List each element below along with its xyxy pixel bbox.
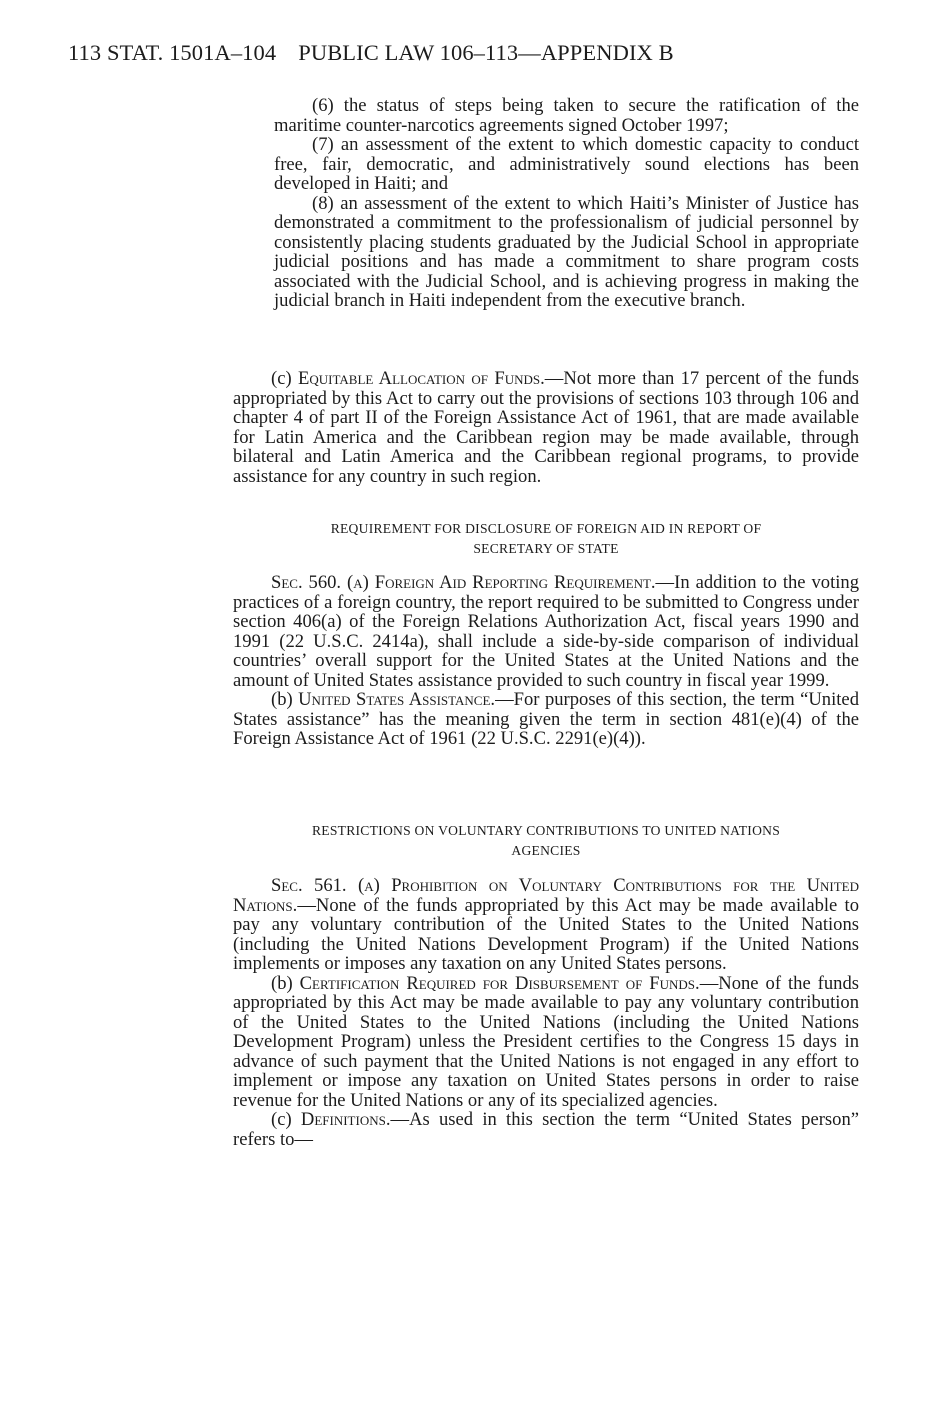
section-560-a [233,573,859,690]
subsection-c-equitable-allocation [233,369,859,486]
list-items-block [274,96,859,311]
section-560-body [233,573,859,749]
section-561-c [233,1110,859,1149]
section-561-a [233,876,859,974]
subsection-caption: Certification Required for Disbursement of Funds. [299,972,700,994]
subsection-label: (c) [271,368,299,389]
subsection-caption: Definitions. [300,1109,391,1130]
subsection-text: —In addition to the voting practices of a foreign country, the report required to be submitted to Congress under section 406(a) of the Foreign Relations Authorization Act, fiscal years 1990 and 1991 (22 U.S.C. 2414a), shall include a side-by-side comparison of individual countries’ overall support for the United States at the United Nations and the amount of United States assistance provided to such country in fiscal year 1999. [233,572,860,691]
section-label: Sec. 561. (a) [271,875,392,896]
running-header [68,40,868,66]
subsection-label: (b) [271,972,300,994]
section-label: Sec. 560. (a) [271,572,375,593]
list-item-6: (6) the status of steps being taken to secure the ratification of the maritime counter-narcotics agreements signed October 1997; [274,95,859,136]
public-law-title: PUBLIC LAW 106–113—APPENDIX B [298,40,674,65]
subsection-caption: Foreign Aid Reporting Requirement. [374,572,656,593]
section-560-b [233,690,859,749]
subsection-caption: Equitable Allocation of Funds. [298,368,545,389]
heading-line: REQUIREMENT FOR DISCLOSURE OF FOREIGN AID IN REPORT OF [330,521,762,536]
section-560-heading [233,519,859,559]
subsection-text: —Not more than 17 percent of the funds appropriated by this Act to carry out the provisions of sections 103 through 106 and chapter 4 of part II of the Foreign Assistance Act of 1961, that are made available for Latin America and the Caribbean region may be made available, through bilateral and Latin America and the Caribbean regional programs, to provide assistance for any country in such region. [233,368,859,487]
list-item-7: (7) an assessment of the extent to which domestic capacity to conduct free, fair, democratic, and administratively sound elections has been developed in Haiti; and [274,134,859,194]
section-561-heading [233,821,859,861]
section-561-body [233,876,859,1149]
heading-line: SECRETARY OF STATE [473,541,619,556]
section-561-b [233,974,859,1111]
subsection-text: —As used in this section the term “United States person” refers to— [233,1109,859,1150]
list-item-8: (8) an assessment of the extent to which Haiti’s Minister of Justice has demonstrated a commitment to the professionalism of judicial personnel by consistently placing students graduated by the Judicial School in appropriate judicial positions and has made a commitment to share program costs associated with the Judicial School, and is achieving progress in making the judicial branch in Haiti independent from the executive branch. [274,192,859,311]
heading-line: RESTRICTIONS ON VOLUNTARY CONTRIBUTIONS TO UNITED NATIONS [311,823,781,838]
subsection-text: —None of the funds appropriated by this Act may be made available to pay any voluntary contribution of the United States to the United Nations (including the United Nations Development Program) unless the President certifies to the Congress 15 days in advance of such payment that the United Nations is not engaged in any effort to implement or impose any taxation on United States persons in order to raise revenue for the United Nations or any of its specialized agencies. [233,972,859,1111]
subsection-label: (c) [271,1109,301,1130]
subsection-caption: Prohibition on Voluntary Contributions for the United Nations. [233,875,860,916]
subsection-text: —None of the funds appropriated by this Act may be made available to pay any voluntary contribution of the United States to the United Nations (including the United Nations Development Program) if the United Nations implements or imposes any taxation on any United States persons. [233,894,859,974]
subsection-text: —For purposes of this section, the term “United States assistance” has the meaning given the term in section 481(e)(4) of the Foreign Assistance Act of 1961 (22 U.S.C. 2291(e)(4)). [233,689,859,749]
heading-line: AGENCIES [511,843,581,858]
paragraph [233,369,859,486]
subsection-caption: United States Assistance. [298,689,496,710]
subsection-label: (b) [271,689,299,710]
statute-citation: 113 STAT. 1501A–104 [68,40,277,65]
